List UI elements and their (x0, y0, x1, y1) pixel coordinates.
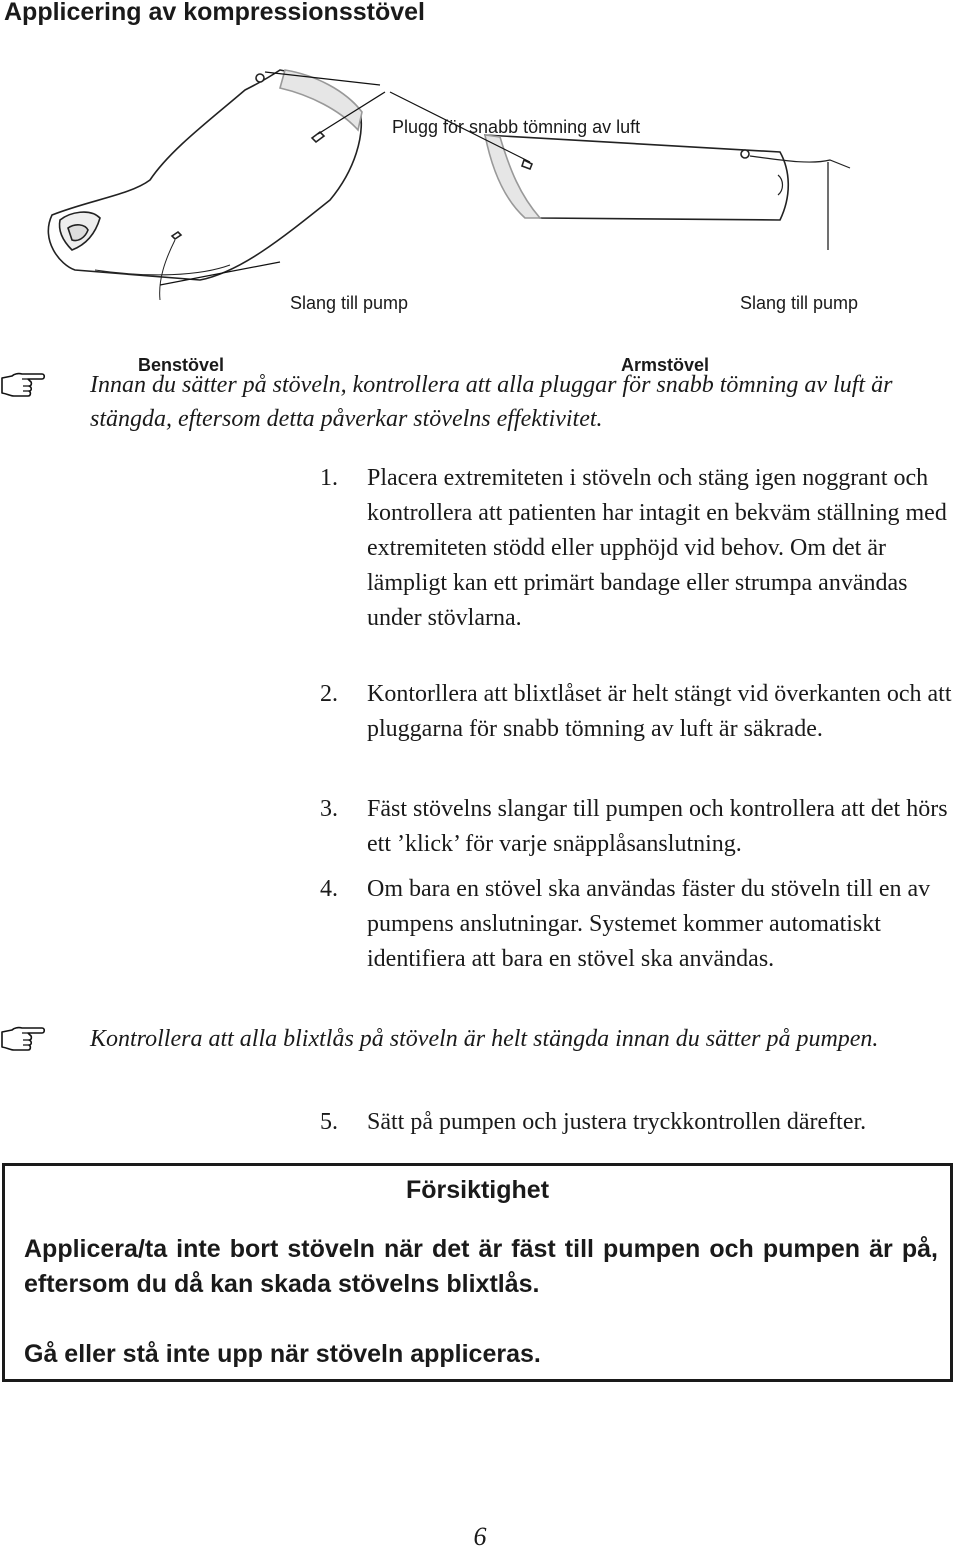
arm-boot-caption: Armstövel (621, 355, 710, 375)
pointing-hand-icon (0, 1022, 46, 1054)
leg-boot-caption: Benstövel (138, 355, 225, 375)
caution-box (2, 1163, 953, 1382)
leg-boot-drawing (48, 70, 362, 300)
note-text: Innan du sätter på stöveln, kontrollera att alla pluggar för snabb tömning av luft är stängda, eftersom detta påverkar stövelns effektivitet. (90, 372, 893, 432)
arm-boot-drawing (485, 135, 850, 220)
page-title: Applicering av kompressionsstövel (4, 0, 425, 26)
step-number: 4. (320, 876, 338, 902)
caution-text: Applicera/ta inte bort stöveln när det är fäst till pumpen och pumpen är på, eftersom du då kan skada stövelns blixtlås. (24, 1235, 938, 1298)
caution-text: Gå eller stå inte upp när stöveln appliceras. (24, 1340, 541, 1368)
step-number: 2. (320, 681, 338, 707)
boot-illustration (0, 40, 960, 375)
step-text: Sätt på pumpen och justera tryckkontrollen därefter. (367, 1109, 867, 1135)
step-number: 5. (320, 1109, 338, 1135)
step-number: 3. (320, 796, 338, 822)
caution-title: Försiktighet (405, 1176, 550, 1204)
arm-hose-label: Slang till pump (740, 293, 859, 313)
note-text: Kontrollera att alla blixtlås på stöveln är helt stängda innan du sätter på pumpen. (90, 1026, 879, 1052)
step-text: Kontorllera att blixtlåset är helt stängt vid överkanten och att pluggarna för snabb tömning av luft är säkrade. (367, 681, 952, 742)
leg-hose-label: Slang till pump (290, 293, 409, 313)
pointing-hand-icon (0, 368, 46, 400)
step-text: Placera extremiteten i stöveln och stäng igen noggrant och kontrollera att patienten har intagit en bekväm ställning med extremiteten stödd eller upphöjd vid behov. Om det är lämpligt kan ett primärt bandage eller strumpa användas under stövlarna. (367, 465, 947, 631)
step-number: 1. (320, 465, 338, 491)
plug-label: Plugg för snabb tömning av luft (392, 117, 641, 137)
page-number: 6 (473, 1522, 487, 1551)
step-text: Fäst stövelns slangar till pumpen och kontrollera att det hörs ett ’klick’ för varje snäpplåsanslutning. (367, 796, 948, 857)
step-text: Om bara en stövel ska användas fäster du stöveln till en av pumpens anslutningar. Systemet kommer automatiskt identifiera att bara en stövel ska användas. (367, 876, 931, 972)
